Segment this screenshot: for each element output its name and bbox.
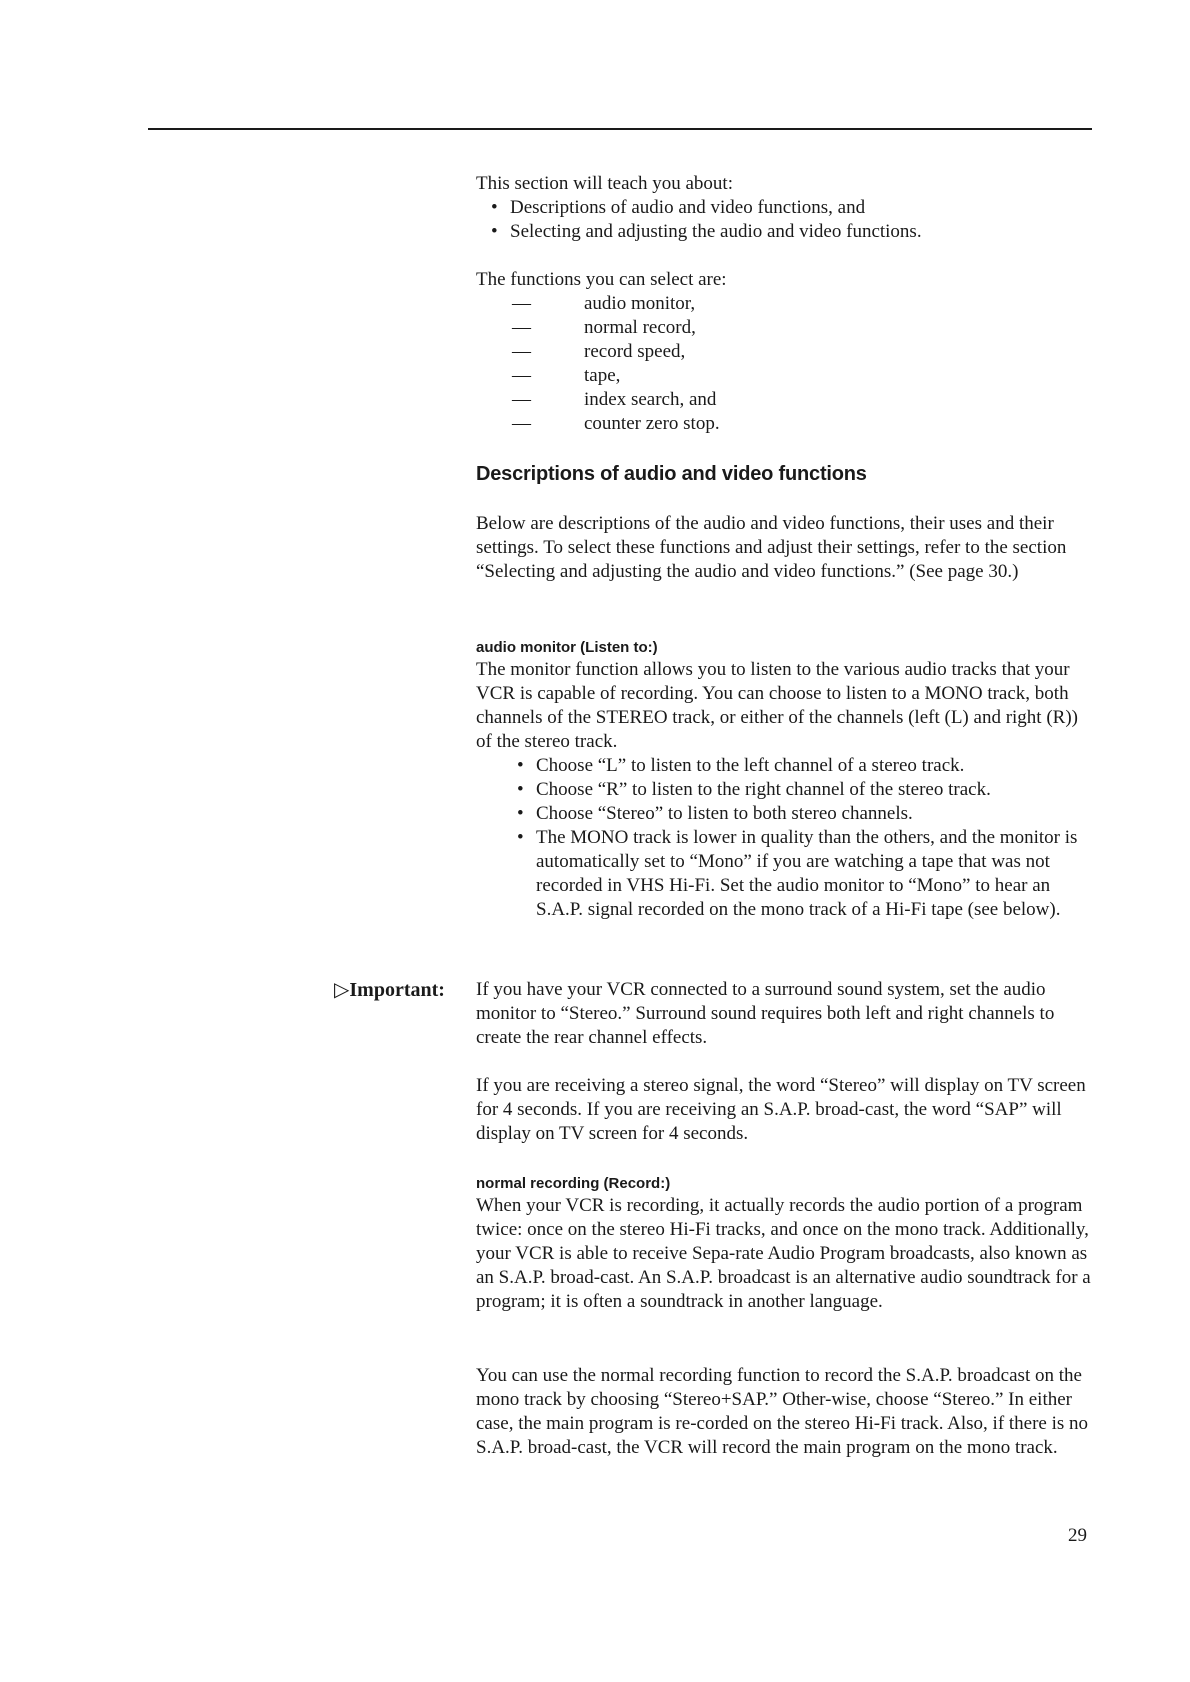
important-label: ▷Important: (334, 979, 445, 1001)
audio-monitor-heading: audio monitor (Listen to:) (476, 639, 658, 656)
top-rule (148, 128, 1092, 130)
list-item: — index search, and (476, 388, 1096, 412)
intro-lead: This section will teach you about: (476, 173, 733, 194)
audio-monitor-body: The monitor function allows you to listen to the various audio tracks that your VCR is capable of recording. You can choose to listen to a MONO track, both channels of the STEREO track, or either of the channels (left (L) and right (R)) of the stereo track. (476, 659, 1078, 752)
list-item: • Choose “Stereo” to listen to both stereo channels. (536, 802, 1096, 826)
list-item: • The MONO track is lower in quality than the others, and the monitor is automatically set to “Mono” if you are watching a tape that was not recorded in VHS Hi-Fi. Set the audio monitor to “Mono” to hear an S.A.P. signal recorded on the mono track of a Hi-Fi tape (see below). (536, 826, 1096, 922)
intro (476, 172, 1096, 244)
list-item: • Selecting and adjusting the audio and video functions. (510, 220, 1096, 244)
list-item: — counter zero stop. (476, 412, 1096, 436)
functions-lead: The functions you can select are: (476, 269, 727, 290)
section-body: Below are descriptions of the audio and video functions, their uses and their settings. To select these functions and adjust their settings, refer to the section “Selecting and adjusting the audio and video functions.” (See page 30.) (476, 513, 1067, 582)
page-number: 29 (1068, 1525, 1087, 1546)
normal-recording-heading: normal recording (Record:) (476, 1175, 671, 1192)
list-item: • Descriptions of audio and video functions, and (510, 196, 1096, 220)
list-item: — audio monitor, (476, 292, 1096, 316)
audio-monitor (476, 658, 1096, 922)
normal-recording-body-1: When your VCR is recording, it actually records the audio portion of a program twice: once on the stereo Hi-Fi tracks, and once on the mono track. Additionally, your VCR is able to receive Sepa-rate Audio Program broadcasts, also known as an S.A.P. broad-cast. An S.A.P. broadcast is an alternative audio soundtrack for a program; it is often a soundtrack in another language. (476, 1195, 1091, 1312)
stereo-note: If you are receiving a stereo signal, the word “Stereo” will display on TV screen for 4 seconds. If you are receiving an S.A.P. broad-cast, the word “SAP” will display on TV screen for 4 seconds. (476, 1075, 1086, 1144)
list-item: • Choose “R” to listen to the right channel of the stereo track. (536, 778, 1096, 802)
list-item: — record speed, (476, 340, 1096, 364)
intro-bullet-list (476, 196, 1096, 244)
list-item: — tape, (476, 364, 1096, 388)
functions (476, 268, 1096, 436)
functions-list (476, 292, 1096, 436)
section-heading: Descriptions of audio and video functions (476, 463, 867, 485)
important-text: If you have your VCR connected to a surround sound system, set the audio monitor to “Stereo.” Surround sound requires both left and right channels to create the rear channel effects. (476, 979, 1055, 1048)
normal-recording-body-2: You can use the normal recording function to record the S.A.P. broadcast on the mono track by choosing “Stereo+SAP.” Other-wise, choose “Stereo.” In either case, the main program is re-corded on the stereo Hi-Fi track. Also, if there is no S.A.P. broad-cast, the VCR will record the main program on the mono track. (476, 1365, 1089, 1458)
list-item: • Choose “L” to listen to the left channel of a stereo track. (536, 754, 1096, 778)
audio-monitor-bullet-list (476, 754, 1096, 922)
list-item: — normal record, (476, 316, 1096, 340)
